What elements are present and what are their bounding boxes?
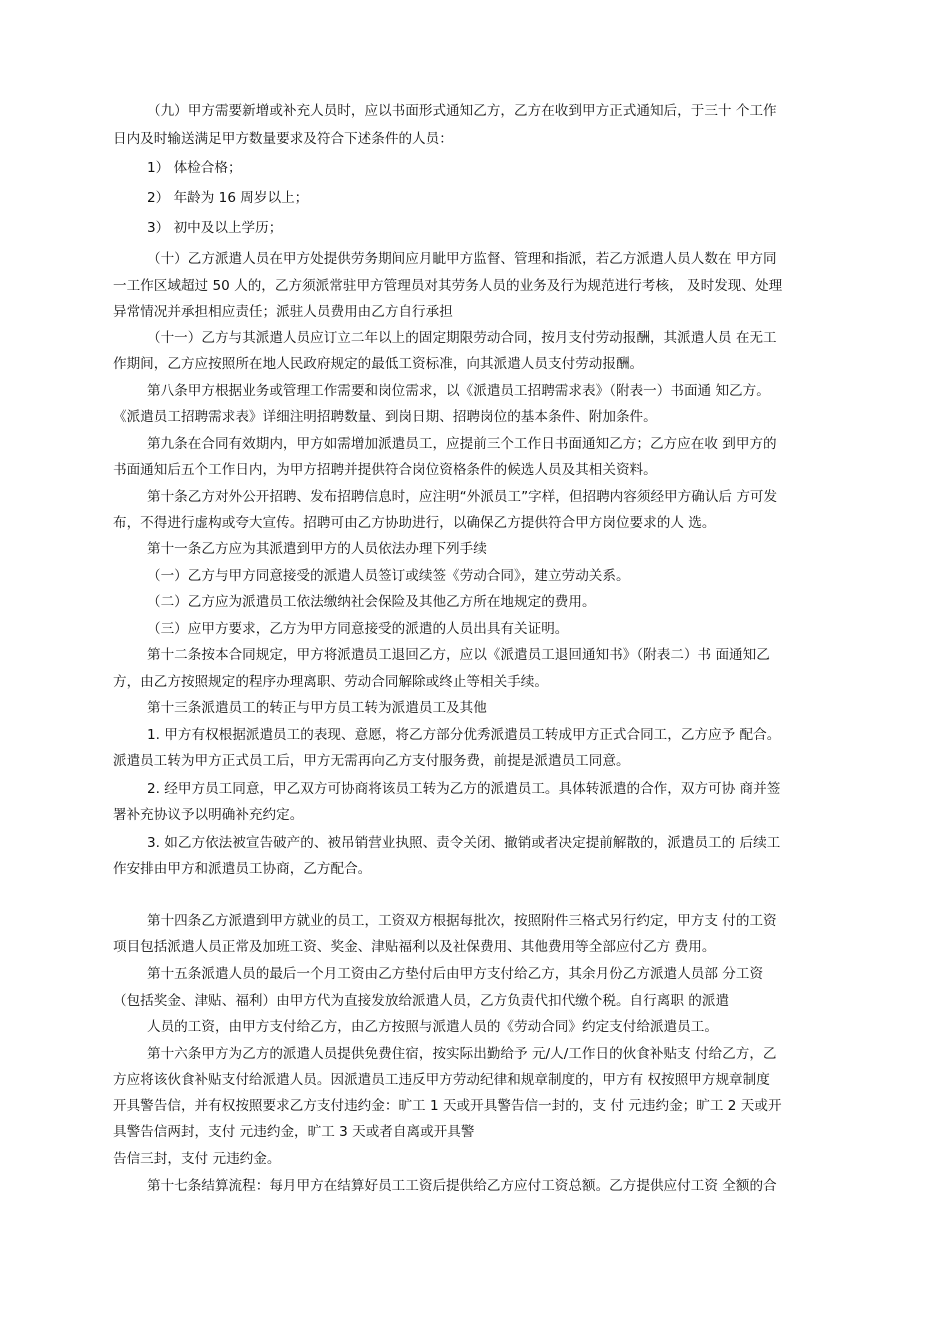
article-12-line-1: 第十二条按本合同规定，甲方将派遣员工退回乙方，应以《派遣员工退回通知书》（附表二）书 面通知乙: [147, 647, 770, 663]
article-15-line-3: 人员的工资，由甲方支付给乙方，由乙方按照与派遣人员的《劳动合同》约定支付给派遣员工。: [147, 1019, 718, 1035]
article-15-line-1: 第十五条派遣人员的最后一个月工资由乙方垫付后由甲方支付给乙方，其余月份乙方派遣人员部 分工资: [147, 966, 764, 982]
article-11-item-2: （二）乙方应为派遣员工依法缴纳社会保险及其他乙方所在地规定的费用。: [147, 594, 596, 610]
article-12-line-2: 方，由乙方按照规定的程序办理离职、劳动合同解除或终止等相关手续。: [113, 674, 548, 690]
article-16-line-5: 告信三封，支付 元违约金。: [113, 1151, 281, 1167]
condition-1: 1） 体检合格；: [147, 160, 242, 176]
article-13-item-2-line-1: 2. 经甲方员工同意，甲乙双方可协商将该员工转为乙方的派遣员工。具体转派遣的合作，双方可协 商并签: [147, 781, 781, 797]
article-16-line-1: 第十六条甲方为乙方的派遣人员提供免费住宿，按实际出勤给予 元/人/工作日的伙食补贴支 付给乙方，乙: [147, 1046, 777, 1062]
article-13-item-1-line-2: 派遣员工转为甲方正式员工后，甲方无需再向乙方支付服务费，前提是派遣员工同意。: [113, 753, 630, 769]
article-8-line-2: 《派遣员工招聘需求表》详细注明招聘数量、到岗日期、招聘岗位的基本条件、附加条件。: [113, 409, 657, 425]
article-16-line-4: 具警告信两封，支付 元违约金，旷工 3 天或者自离或开具警: [113, 1124, 475, 1140]
article-14-line-1: 第十四条乙方派遣到甲方就业的员工，工资双方根据每批次，按照附件三格式另行约定，甲方支 付的工资: [147, 913, 777, 929]
article-16-line-3: 开具警告信，并有权按照要求乙方支付违约金：旷工 1 天或开具警告信一封的，支 付 元违约金；旷工 2 天或开: [113, 1098, 782, 1114]
article-13-item-2-line-2: 署补充协议予以明确补充约定。: [113, 807, 304, 823]
para-9-line-1: （九）甲方需要新增或补充人员时，应以书面形式通知乙方，乙方在收到甲方正式通知后，于三十 个工作: [147, 103, 777, 119]
article-11-item-3: （三）应甲方要求，乙方为甲方同意接受的派遣的人员出具有关证明。: [147, 621, 569, 637]
article-11-heading: 第十一条乙方应为其派遣到甲方的人员依法办理下列手续: [147, 541, 487, 557]
article-15-line-2: （包括奖金、津贴、福利）由甲方代为直接发放给派遣人员，乙方负责代扣代缴个税。自行离职 的派遣: [113, 993, 730, 1009]
article-10-line-2: 布，不得进行虚构或夸大宣传。招聘可由乙方协助进行，以确保乙方提供符合甲方岗位要求的人 选。: [113, 515, 716, 531]
para-10-line-2: 一工作区域超过 50 人的，乙方须派常驻甲方管理员对其劳务人员的业务及行为规范进行考核， 及时发现、处理: [113, 278, 783, 294]
condition-3: 3） 初中及以上学历；: [147, 220, 283, 236]
para-10-line-1: （十）乙方派遣人员在甲方处提供劳务期间应月眦甲方监督、管理和指派，若乙方派遣人员人数在 甲方同: [147, 251, 777, 267]
para-9-line-2: 日内及时输送满足甲方数量要求及符合下述条件的人员：: [113, 131, 453, 147]
article-13-item-3-line-1: 3. 如乙方依法被宣告破产的、被吊销营业执照、责令关闭、撤销或者决定提前解散的，派遣员工的 后续工: [147, 835, 781, 851]
condition-2: 2） 年龄为 16 周岁以上；: [147, 190, 309, 206]
article-13-heading: 第十三条派遣员工的转正与甲方员工转为派遣员工及其他: [147, 700, 487, 716]
article-8-line-1: 第八条甲方根据业务或管理工作需要和岗位需求，以《派遣员工招聘需求表》（附表一）书面通 知乙方。: [147, 383, 770, 399]
para-11-line-2: 作期间，乙方应按照所在地人民政府规定的最低工资标准，向其派遣人员支付劳动报酬。: [113, 356, 644, 372]
article-17-line-1: 第十七条结算流程：每月甲方在结算好员工工资后提供给乙方应付工资总额。乙方提供应付工资 全额的合: [147, 1178, 777, 1194]
article-14-line-2: 项目包括派遣人员正常及加班工资、奖金、津贴福利以及社保费用、其他费用等全部应付乙方 费用。: [113, 939, 716, 955]
article-11-item-1: （一）乙方与甲方同意接受的派遣人员签订或续签《劳动合同》，建立劳动关系。: [147, 568, 630, 584]
article-9-line-2: 书面通知后五个工作日内，为甲方招聘并提供符合岗位资格条件的候选人员及其相关资料。: [113, 462, 657, 478]
para-11-line-1: （十一）乙方与其派遣人员应订立二年以上的固定期限劳动合同，按月支付劳动报酬，其派遣人员 在无工: [147, 330, 777, 346]
article-9-line-1: 第九条在合同有效期内，甲方如需增加派遣员工，应提前三个工作日书面通知乙方；乙方应在收 到甲方的: [147, 436, 777, 452]
article-10-line-1: 第十条乙方对外公开招聘、发布招聘信息时，应注明“外派员工”字样，但招聘内容须经甲方确认后 方可发: [147, 489, 778, 505]
article-16-line-2: 方应将该伙食补贴支付给派遣人员。因派遣员工违反甲方劳动纪律和规章制度的，甲方有 权按照甲方规章制度: [113, 1072, 770, 1088]
para-10-line-3: 异常情况并承担相应责任；派驻人员费用由乙方自行承担: [113, 304, 453, 320]
article-13-item-1-line-1: 1. 甲方有权根据派遣员工的表现、意愿，将乙方部分优秀派遣员工转成甲方正式合同工，乙方应予 配合。: [147, 727, 781, 743]
article-13-item-3-line-2: 作安排由甲方和派遣员工协商，乙方配合。: [113, 861, 372, 877]
